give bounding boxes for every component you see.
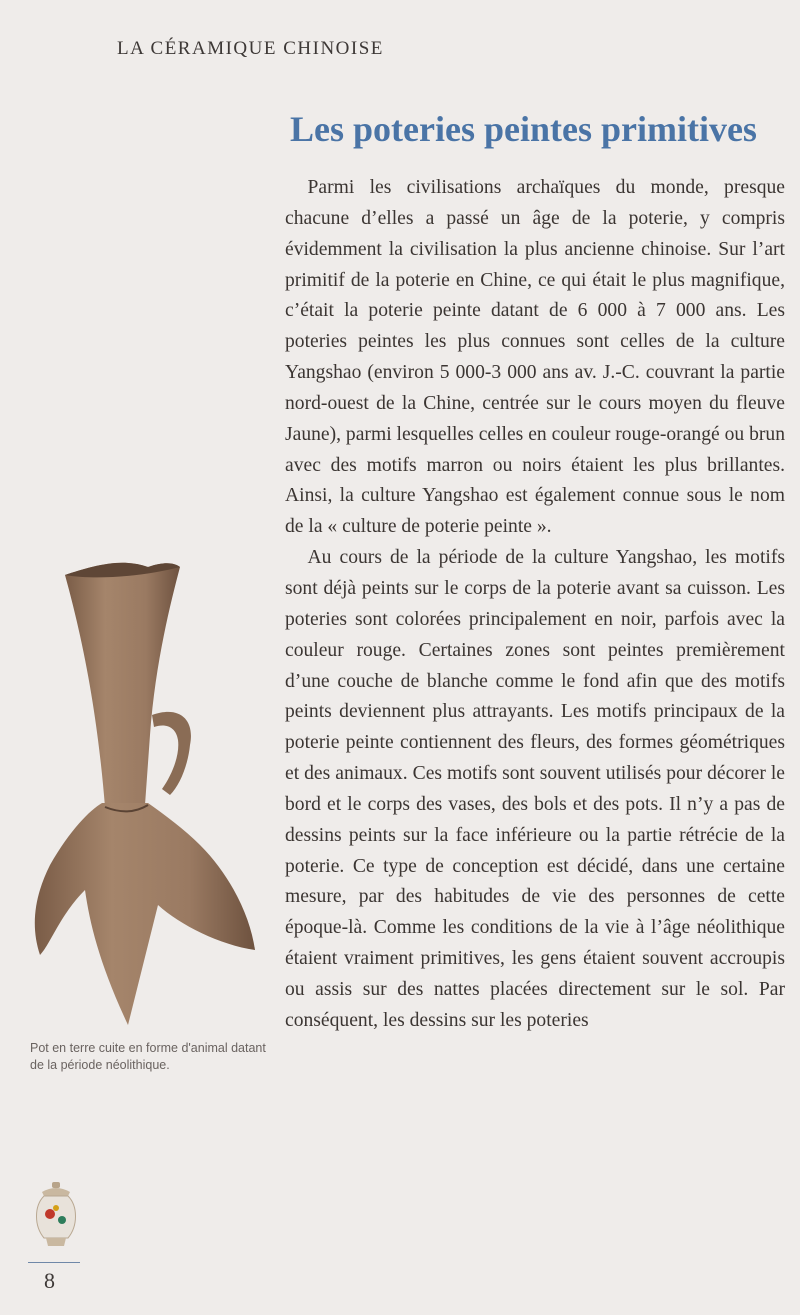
paragraph-2: Au cours de la période de la culture Yangshao, les motifs sont déjà peints sur le corps de la poterie avant sa cuisson. Les poteries sont colorées principalement en noir, parfois avec la couleur rouge. Certaines zones sont peintes premièrement d’une couche de blanche comme le fond afin que des motifs peints deviennent plus attrayants. Les motifs principaux de la poterie peinte contiennent des fleurs, des formes géométriques et des animaux. Ces motifs sont souvent utilisés pour décorer le bord et le corps des vases, des bols et des pots. Il n’y a pas de dessins peints sur la face inférieure ou la partie rétrécie de la poterie. Ce type de conception est décidé, dans une certaine mesure, par des habitudes de vie des personnes de cette époque-là. Comme les conditions de la vie à l’âge néolithique étaient vraiment primitives, les gens étaient souvent accroupis ou assis sur des nattes placées directement sur le sol. Par conséquent, les dessins sur les poteries xyxy=(285,547,785,1031)
paragraph-1: Parmi les civilisations archaïques du monde, presque chacune d’elles a passé un âge de la poterie, y compris évidemment la civilisation la plus ancienne chinoise. Sur l’art primitif de la poterie en Chine, ce qui était le plus magnifique, c’était la poterie peinte datant de 6 000 à 7 000 ans. Les poteries peintes les plus connues sont celles de la culture Yangshao (environ 5 000-3 000 ans av. J.-C. couvrant la partie nord-ouest de la Chine, centrée sur le cours moyen du fleuve Jaune), parmi lesquelles celles en couleur rouge-orangé ou brun avec des motifs marron ou noirs étaient les plus brillantes. Ainsi, la culture Yangshao est également connue sous le nom de la « culture de poterie peinte ». xyxy=(285,177,785,538)
figure-caption: Pot en terre cuite en forme d'animal datant de la période néolithique. xyxy=(30,1041,266,1072)
body-text xyxy=(285,173,785,1037)
pottery-figure xyxy=(30,545,265,1035)
running-header: LA CÉRAMIQUE CHINOISE xyxy=(117,38,384,59)
vase-ornament-icon xyxy=(28,1180,84,1255)
animal-shaped-pot-image xyxy=(30,545,265,1035)
page-number: 8 xyxy=(44,1268,55,1293)
section-title: Les poteries peintes primitives xyxy=(290,109,757,149)
footer-rule xyxy=(28,1262,80,1263)
